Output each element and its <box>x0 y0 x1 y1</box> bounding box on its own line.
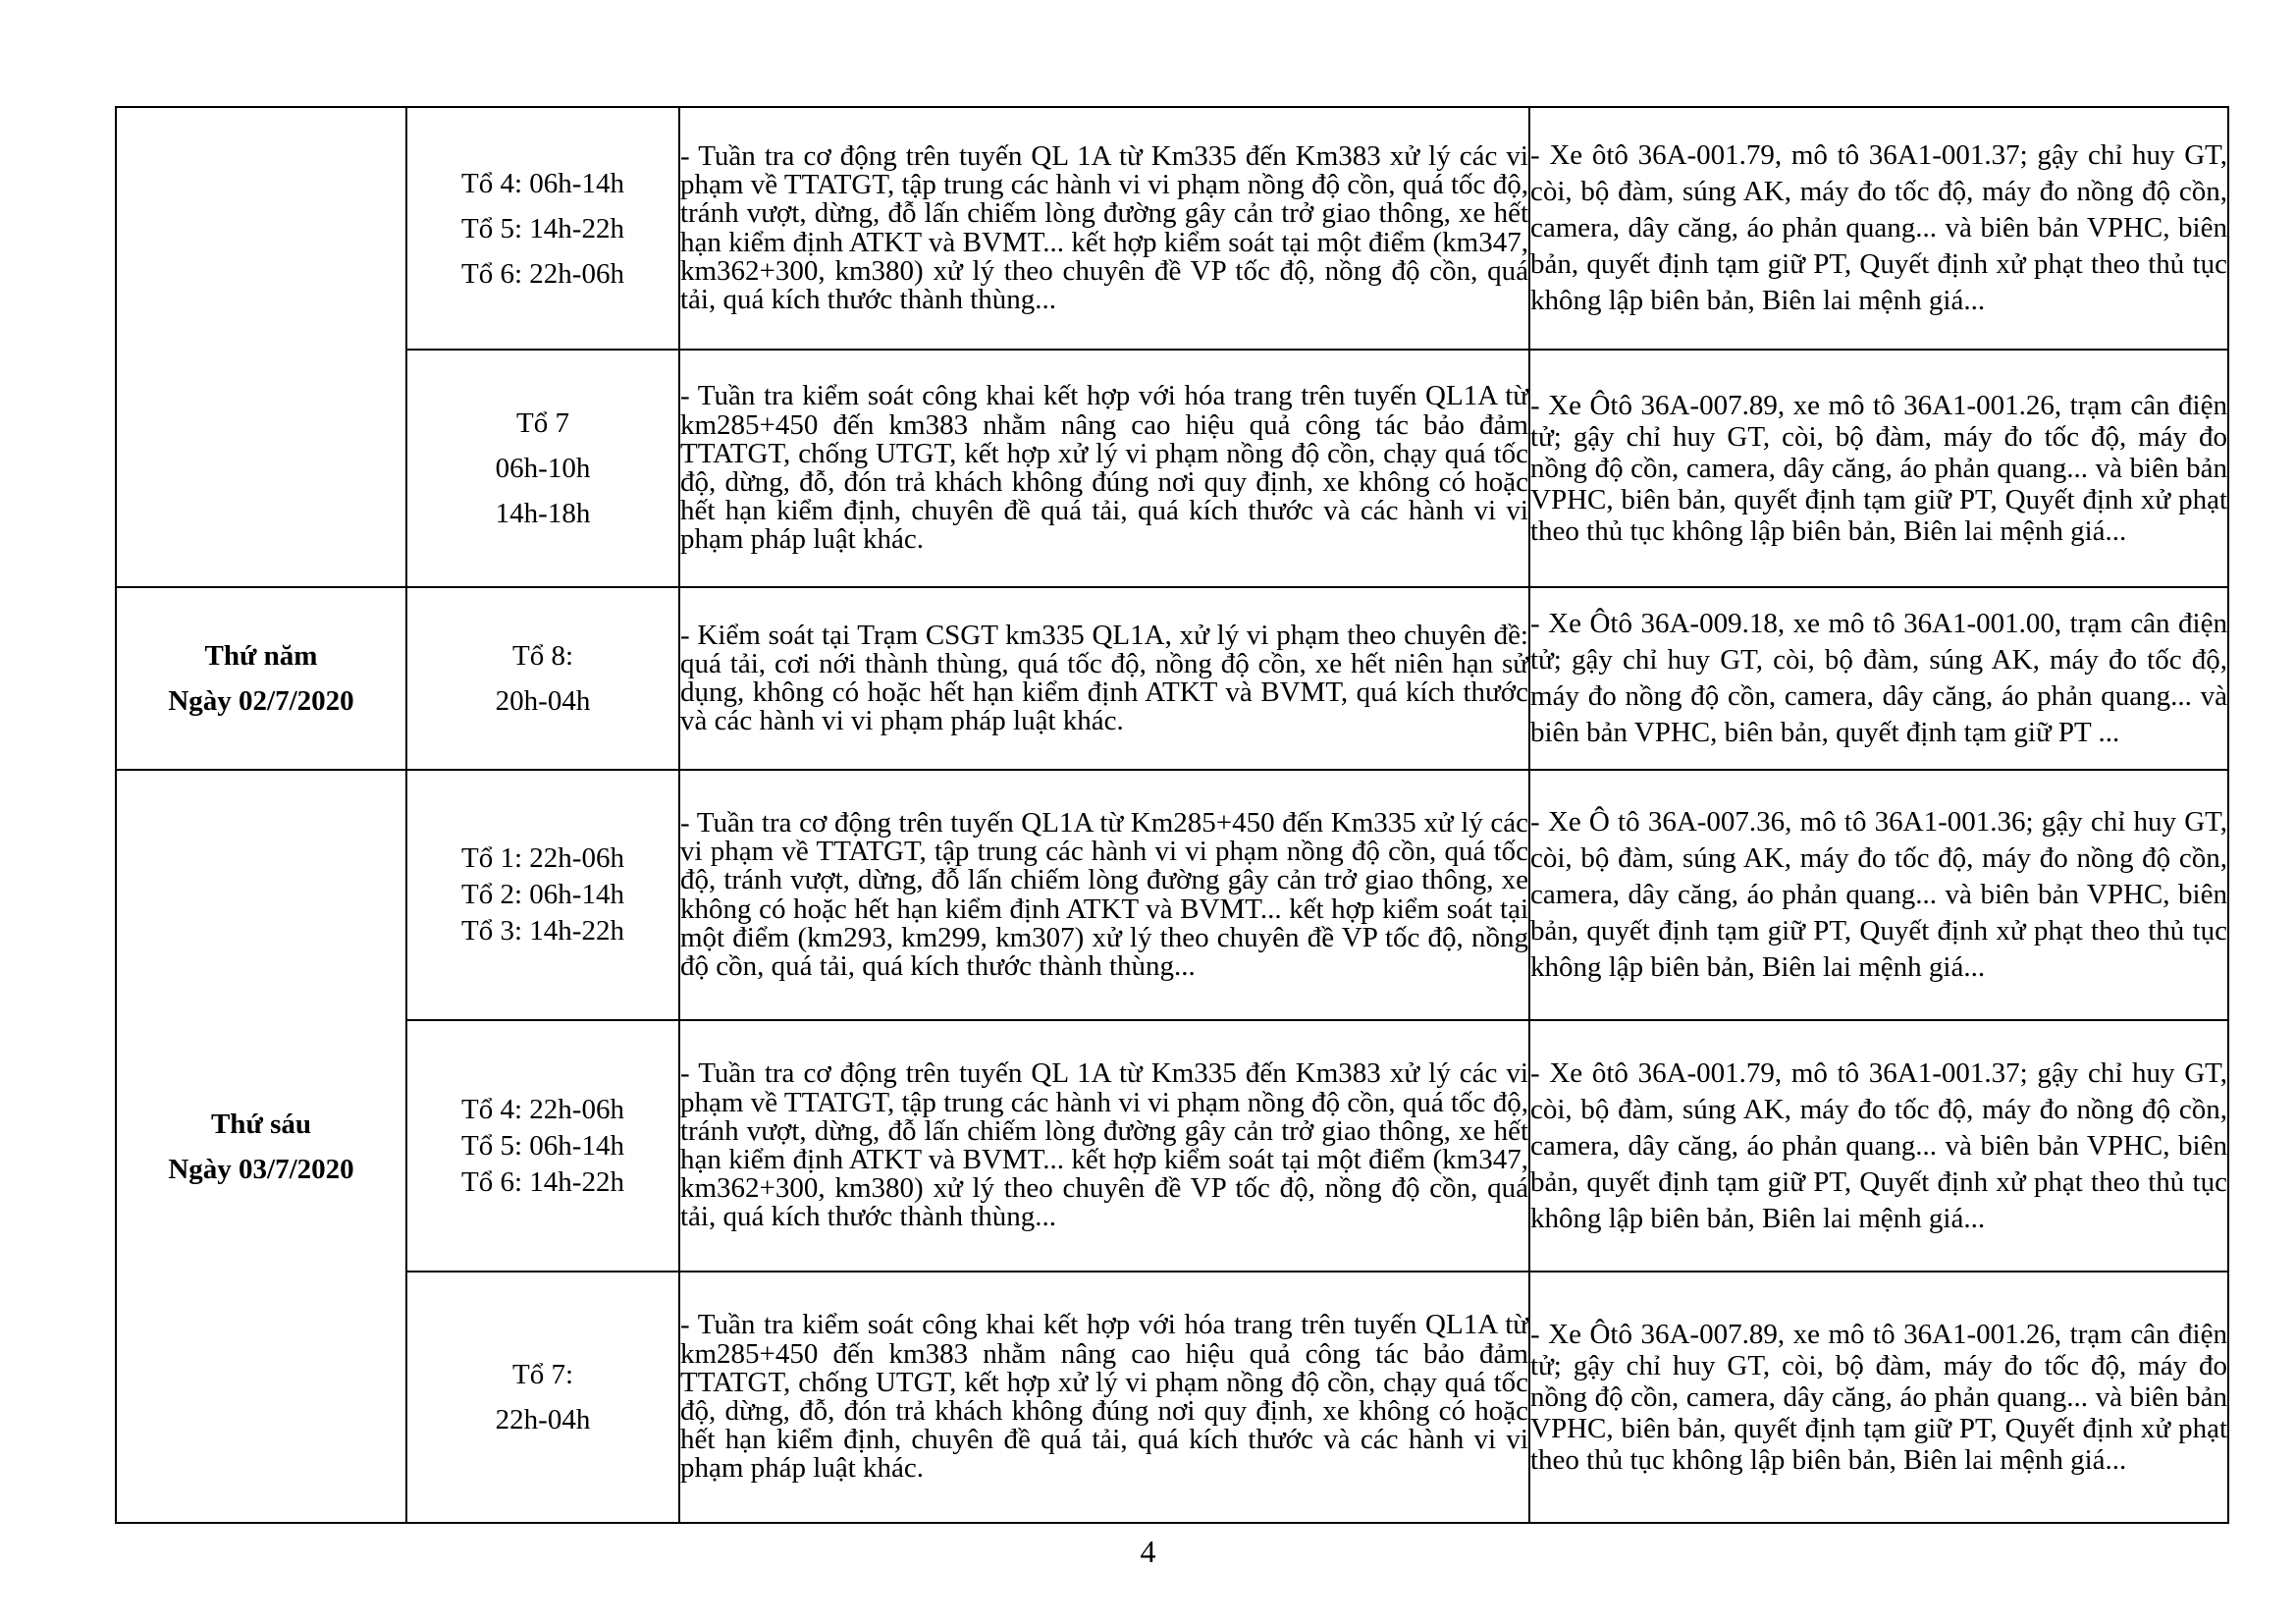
team-line: Tổ 6: 14h-22h <box>461 1165 624 1198</box>
team-line: 06h-10h <box>495 453 591 484</box>
equipment-cell: - Xe Ôtô 36A-007.89, xe mô tô 36A1-001.26, trạm cân điện tử; gậy chỉ huy GT, còi, bộ đàm, máy đo tốc độ, máy đo nồng độ cồn, camera, dây căng, áo phản quang... và biên bản VPHC, biên bản, quyết định tạm giữ PT, Quyết định xử phạt theo thủ tục không lập biên bản, Biên lai mệnh giá... <box>1529 1272 2228 1523</box>
table-row <box>116 587 2228 770</box>
team-line: Tổ 3: 14h-22h <box>461 915 624 947</box>
equipment-cell: - Xe Ôtô 36A-009.18, xe mô tô 36A1-001.00, trạm cân điện tử; gậy chỉ huy GT, còi, bộ đàm, súng AK, máy đo tốc độ, máy đo nồng độ cồn, camera, dây căng, áo phản quang... và biên bản VPHC, biên bản, quyết định tạm giữ PT ... <box>1529 587 2228 770</box>
team-line: Tổ 7: <box>511 1359 574 1390</box>
table-row <box>116 1272 2228 1523</box>
team-line: Tổ 7 <box>516 407 569 439</box>
table-row <box>116 350 2228 587</box>
equipment-cell: - Xe Ô tô 36A-007.36, mô tô 36A1-001.36; gậy chỉ huy GT, còi, bộ đàm, súng AK, máy đo tốc độ, máy đo nồng độ cồn, camera, dây căng, áo phản quang... và biên bản VPHC, biên bản, quyết định tạm giữ PT, Quyết định xử phạt theo thủ tục không lập biên bản, Biên lai mệnh giá... <box>1529 770 2228 1020</box>
team-cell <box>406 770 679 1020</box>
task-cell: - Tuần tra cơ động trên tuyến QL 1A từ Km335 đến Km383 xử lý các vi phạm về TTATGT, tập trung các hành vi vi phạm nồng độ cồn, quá tốc độ, tránh vượt, dừng, đỗ lấn chiếm lòng đường gây cản trở giao thông, xe hết hạn kiểm định ATKT và BVMT... kết hợp kiểm soát tại một điểm (km347, km362+300, km380) xử lý theo chuyên đề VP tốc độ, nồng độ cồn, quá tải, quá kích thước thành thùng... <box>679 1020 1529 1272</box>
equipment-cell: - Xe ôtô 36A-001.79, mô tô 36A1-001.37; gậy chỉ huy GT, còi, bộ đàm, súng AK, máy đo tốc độ, máy đo nồng độ cồn, camera, dây căng, áo phản quang... và biên bản VPHC, biên bản, quyết định tạm giữ PT, Quyết định xử phạt theo thủ tục không lập biên bản, Biên lai mệnh giá... <box>1529 1020 2228 1272</box>
team-line: 14h-18h <box>495 498 591 529</box>
team-cell <box>406 1020 679 1272</box>
team-line: Tổ 5: 06h-14h <box>461 1129 624 1162</box>
team-line: Tổ 4: 06h-14h <box>461 167 624 199</box>
team-line: Tổ 1: 22h-06h <box>461 842 624 874</box>
day-cell <box>116 107 406 587</box>
team-cell <box>406 587 679 770</box>
table-row <box>116 1020 2228 1272</box>
task-cell: - Tuần tra kiểm soát công khai kết hợp với hóa trang trên tuyến QL1A từ km285+450 đến km383 nhằm nâng cao hiệu quả công tác bảo đảm TTATGT, chống UTGT, kết hợp xử lý vi phạm nồng độ cồn, chạy quá tốc độ, dừng, đỗ, đón trả khách không đúng nơi quy định, xe không có hoặc hết hạn kiểm định, chuyên đề quá tải, quá kích thước và các hành vi vi phạm pháp luật khác. <box>679 350 1529 587</box>
team-line: Tổ 4: 22h-06h <box>461 1093 624 1125</box>
date-label: Ngày 02/7/2020 <box>168 685 354 717</box>
task-cell: - Kiểm soát tại Trạm CSGT km335 QL1A, xử lý vi phạm theo chuyên đề: quá tải, cơi nới thành thùng, quá tốc độ, nồng độ cồn, xe hết niên hạn sử dụng, không có hoặc hết hạn kiểm định ATKT và BVMT, quá kích thước và các hành vi vi phạm pháp luật khác. <box>679 587 1529 770</box>
team-line: Tổ 6: 22h-06h <box>461 257 624 290</box>
table-row <box>116 107 2228 350</box>
task-cell: - Tuần tra cơ động trên tuyến QL 1A từ Km335 đến Km383 xử lý các vi phạm về TTATGT, tập trung các hành vi vi phạm nồng độ cồn, quá tốc độ, tránh vượt, dừng, đỗ lấn chiếm lòng đường gây cản trở giao thông, xe hết hạn kiểm định ATKT và BVMT... kết hợp kiểm soát tại một điểm (km347, km362+300, km380) xử lý theo chuyên đề VP tốc độ, nồng độ cồn, quá tải, quá kích thước thành thùng... <box>679 107 1529 350</box>
day-cell <box>116 770 406 1523</box>
day-cell <box>116 587 406 770</box>
date-label: Ngày 03/7/2020 <box>168 1153 354 1185</box>
equipment-cell: - Xe ôtô 36A-001.79, mô tô 36A1-001.37; gậy chỉ huy GT, còi, bộ đàm, súng AK, máy đo tốc độ, máy đo nồng độ cồn, camera, dây căng, áo phản quang... và biên bản VPHC, biên bản, quyết định tạm giữ PT, Quyết định xử phạt theo thủ tục không lập biên bản, Biên lai mệnh giá... <box>1529 107 2228 350</box>
team-cell <box>406 107 679 350</box>
task-cell: - Tuần tra cơ động trên tuyến QL1A từ Km285+450 đến Km335 xử lý các vi phạm về TTATGT, tập trung các hành vi vi phạm nồng độ cồn, quá tốc độ, tránh vượt, dừng, đỗ lấn chiếm lòng đường gây cản trở giao thông, xe không có hoặc hết hạn kiểm định ATKT và BVMT... kết hợp kiểm soát tại một điểm (km293, km299, km307) xử lý theo chuyên đề VP tốc độ, nồng độ cồn, quá tải, quá kích thước thành thùng... <box>679 770 1529 1020</box>
table-row <box>116 770 2228 1020</box>
team-line: Tổ 5: 14h-22h <box>461 212 624 244</box>
page-number: 4 <box>1140 1534 1156 1569</box>
patrol-schedule-table <box>115 106 2229 1524</box>
team-line: 22h-04h <box>495 1404 591 1435</box>
team-line: Tổ 8: <box>511 640 574 672</box>
weekday-label: Thứ sáu <box>210 1108 312 1140</box>
team-cell <box>406 350 679 587</box>
team-cell <box>406 1272 679 1523</box>
weekday-label: Thứ năm <box>204 640 318 672</box>
task-cell: - Tuần tra kiểm soát công khai kết hợp với hóa trang trên tuyến QL1A từ km285+450 đến km383 nhằm nâng cao hiệu quả công tác bảo đảm TTATGT, chống UTGT, kết hợp xử lý vi phạm nồng độ cồn, chạy quá tốc độ, dừng, đỗ, đón trả khách không đúng nơi quy định, xe không có hoặc hết hạn kiểm định, chuyên đề quá tải, quá kích thước và các hành vi vi phạm pháp luật khác. <box>679 1272 1529 1523</box>
team-line: Tổ 2: 06h-14h <box>461 879 624 910</box>
equipment-cell: - Xe Ôtô 36A-007.89, xe mô tô 36A1-001.26, trạm cân điện tử; gậy chỉ huy GT, còi, bộ đàm, máy đo tốc độ, máy đo nồng độ cồn, camera, dây căng, áo phản quang... và biên bản VPHC, biên bản, quyết định tạm giữ PT, Quyết định xử phạt theo thủ tục không lập biên bản, Biên lai mệnh giá... <box>1529 350 2228 587</box>
team-line: 20h-04h <box>495 685 591 717</box>
